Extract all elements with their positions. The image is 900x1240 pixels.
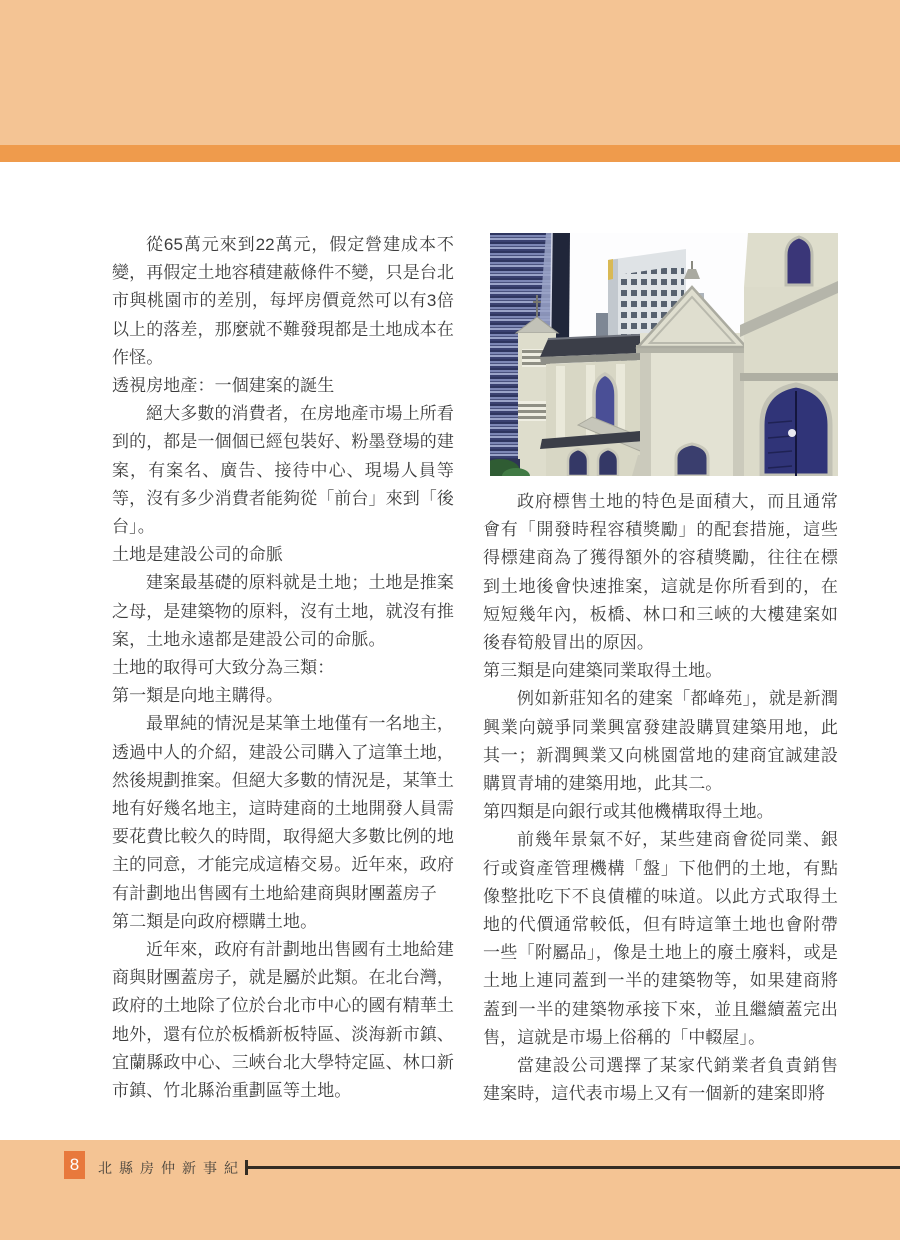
footer-booklet-title: 北縣房仲新事紀 bbox=[98, 1160, 245, 1176]
body-paragraph: 前幾年景氣不好，某些建商會從同業、銀行或資產管理機構「盤」下他們的土地，有點像整批吃下不良債權的味道。以此方式取得土地的代價通常較低，但有時這筆土地也會附帶一些「附屬品」，像是土地上的廢土廢料，或是土地上連同蓋到一半的建築物等，如果建商將蓋到一半的建築物承接下來，並且繼續蓋完出售，這就是市場上俗稱的「中輟屋」。 bbox=[483, 830, 838, 1047]
body-paragraph: 從65萬元來到22萬元，假定營建成本不變，再假定土地容積建蔽條件不變，只是台北市與桃園市的差別，每坪房價竟然可以有3倍以上的落差，那麼就不難發現都是土地成本在作怪。 bbox=[112, 235, 454, 367]
church-photo-graphic bbox=[490, 233, 838, 476]
section-heading: 第四類是向銀行或其他機構取得土地。 bbox=[483, 802, 774, 822]
body-paragraph: 建案最基礎的原料就是土地；土地是推案之母，是建築物的原料，沒有土地，就沒有推案，土地永遠都是建設公司的命脈。 bbox=[112, 573, 454, 649]
section-heading: 第三類是向建築同業取得土地。 bbox=[483, 661, 723, 681]
body-paragraph: 政府標售土地的特色是面積大，而且通常會有「開發時程容積獎勵」的配套措施，這些得標建商為了獲得額外的容積獎勵，往往在標到土地後會快速推案，這就是你所看到的，在短短幾年內，板橋、林口和三峽的大樓建案如後春筍般冒出的原因。 bbox=[483, 492, 838, 653]
top-band-light bbox=[0, 0, 900, 145]
body-paragraph: 當建設公司選擇了某家代銷業者負責銷售建案時，這代表市場上又有一個新的建案即將 bbox=[483, 1056, 838, 1104]
top-band-dark-strip bbox=[0, 145, 900, 162]
section-heading: 土地的取得可大致分為三類： bbox=[112, 658, 335, 678]
bottom-band bbox=[0, 1140, 900, 1240]
section-heading: 透視房地產：一個建案的誕生 bbox=[112, 376, 335, 396]
left-text-column bbox=[112, 231, 454, 1105]
section-heading: 第二類是向政府標購土地。 bbox=[112, 911, 318, 931]
section-heading: 土地是建設公司的命脈 bbox=[112, 545, 283, 565]
section-heading: 第一類是向地主購得。 bbox=[112, 686, 283, 706]
body-paragraph: 例如新莊知名的建案「都峰苑」，就是新潤興業向競爭同業興富發建設購買建築用地，此其一；新潤興業又向桃園當地的建商宜誠建設購買青埔的建築用地，此其二。 bbox=[483, 689, 838, 794]
church-photo bbox=[490, 233, 838, 476]
right-text-column bbox=[483, 488, 838, 1108]
body-paragraph: 近年來，政府有計劃地出售國有土地給建商與財團蓋房子，就是屬於此類。在北台灣，政府的土地除了位於台北市中心的國有精華土地外，還有位於板橋新板特區、淡海新市鎮、宜蘭縣政中心、三峽台北大學特定區、林口新市鎮、竹北縣治重劃區等土地。 bbox=[112, 940, 454, 1101]
page-number-badge: 8 bbox=[64, 1151, 85, 1179]
body-paragraph: 絕大多數的消費者，在房地產市場上所看到的，都是一個個已經包裝好、粉墨登場的建案，有案名、廣告、接待中心、現場人員等等，沒有多少消費者能夠從「前台」來到「後台」。 bbox=[112, 404, 454, 537]
footer-rule bbox=[245, 1166, 900, 1169]
body-paragraph: 最單純的情況是某筆土地僅有一名地主，透過中人的介紹，建設公司購入了這筆土地，然後規劃推案。但絕大多數的情況是，某筆土地有好幾名地主，這時建商的土地開發人員需要花費比較久的時間，取得絕大多數比例的地主的同意，才能完成這樁交易。近年來，政府有計劃地出售國有土地給建商與財團蓋房子 bbox=[112, 714, 454, 903]
